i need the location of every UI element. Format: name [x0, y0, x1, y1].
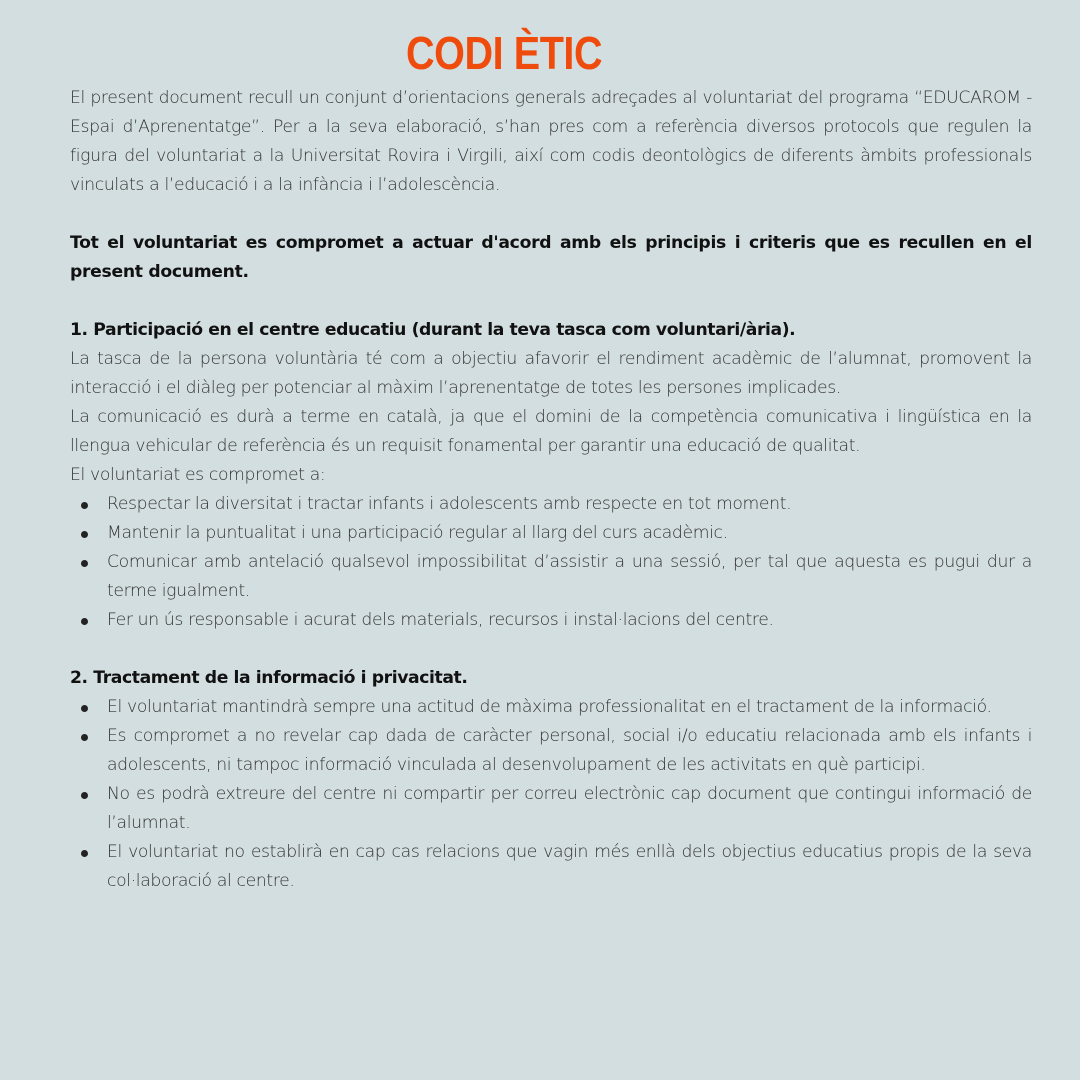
bullet-icon: [81, 502, 88, 509]
list-item: [107, 780, 1032, 838]
bullet-icon: [81, 618, 88, 625]
intro-paragraph: El present document recull un conjunt d’orientacions generals adreçades al voluntariat del programa “EDUCAROM - Espai d’Aprenentatge”. Per a la seva elaboració, s’han pres com a referència diversos protocols que regulen la figura del voluntariat a la Universitat Rovira i Virgili, així com codis deontològics de diferents àmbits professionals vinculats a l’educació i a la infància i l’adolescència.: [70, 88, 1032, 195]
list-item: [107, 722, 1032, 780]
section-paragraph: La tasca de la persona voluntària té com a objectiu afavorir el rendiment acadèmic de l’alumnat, promovent la interacció i el diàleg per potenciar al màxim l’aprenentatge de totes les persones implicades.: [70, 349, 1032, 398]
bullet-icon: [81, 705, 88, 712]
list-item: [107, 693, 1032, 722]
list-item: [107, 548, 1032, 606]
list-item-text: El voluntariat mantindrà sempre una actitud de màxima professionalitat en el tractament de la informació.: [107, 697, 992, 717]
commitments-list: [70, 490, 1032, 635]
list-lead: El voluntariat es compromet a:: [70, 465, 326, 485]
list-item-text: Es compromet a no revelar cap dada de caràcter personal, social i/o educatiu relacionada amb els infants i adolescents, ni tampoc informació vinculada al desenvolupament de les activitats en què participi.: [107, 726, 1032, 775]
section-participation: [70, 316, 1032, 635]
bullet-icon: [81, 792, 88, 799]
bullet-icon: [81, 560, 88, 567]
bullet-icon: [81, 734, 88, 741]
list-item-text: Fer un ús responsable i acurat dels materials, recursos i instal·lacions del centre.: [107, 610, 774, 630]
list-item: [107, 490, 1032, 519]
document-title: CODI ÈTIC: [406, 27, 603, 79]
list-item-text: Mantenir la puntualitat i una participació regular al llarg del curs acadèmic.: [107, 523, 728, 543]
section-privacy: [70, 664, 1032, 896]
spacer: [70, 287, 1032, 316]
list-item-text: Respectar la diversitat i tractar infants i adolescents amb respecte en tot moment.: [107, 494, 792, 514]
spacer: [70, 635, 1032, 664]
commitment-statement: Tot el voluntariat es compromet a actuar d'acord amb els principis i criteris que es recullen en el present document.: [70, 233, 1032, 282]
privacy-list: [70, 693, 1032, 896]
document-body: [70, 84, 1032, 896]
list-item: [107, 838, 1032, 896]
list-item-text: No es podrà extreure del centre ni compartir per correu electrònic cap document que contingui informació de l’alumnat.: [107, 784, 1032, 833]
section-heading: 1. Participació en el centre educatiu (durant la teva tasca com voluntari/ària).: [70, 320, 796, 340]
spacer: [70, 200, 1032, 229]
list-item-text: Comunicar amb antelació qualsevol impossibilitat d’assistir a una sessió, per tal que aquesta es pugui dur a terme igualment.: [107, 552, 1032, 601]
bullet-icon: [81, 850, 88, 857]
list-item: [107, 606, 1032, 635]
list-item-text: El voluntariat no establirà en cap cas relacions que vagin més enllà dels objectius educatius propis de la seva col·laboració al centre.: [107, 842, 1032, 891]
section-paragraph: La comunicació es durà a terme en català, ja que el domini de la competència comunicativa i lingüística en la llengua vehicular de referència és un requisit fonamental per garantir una educació de qualitat.: [70, 407, 1032, 456]
bullet-icon: [81, 531, 88, 538]
list-item: [107, 519, 1032, 548]
section-heading: 2. Tractament de la informació i privacitat.: [70, 668, 468, 688]
